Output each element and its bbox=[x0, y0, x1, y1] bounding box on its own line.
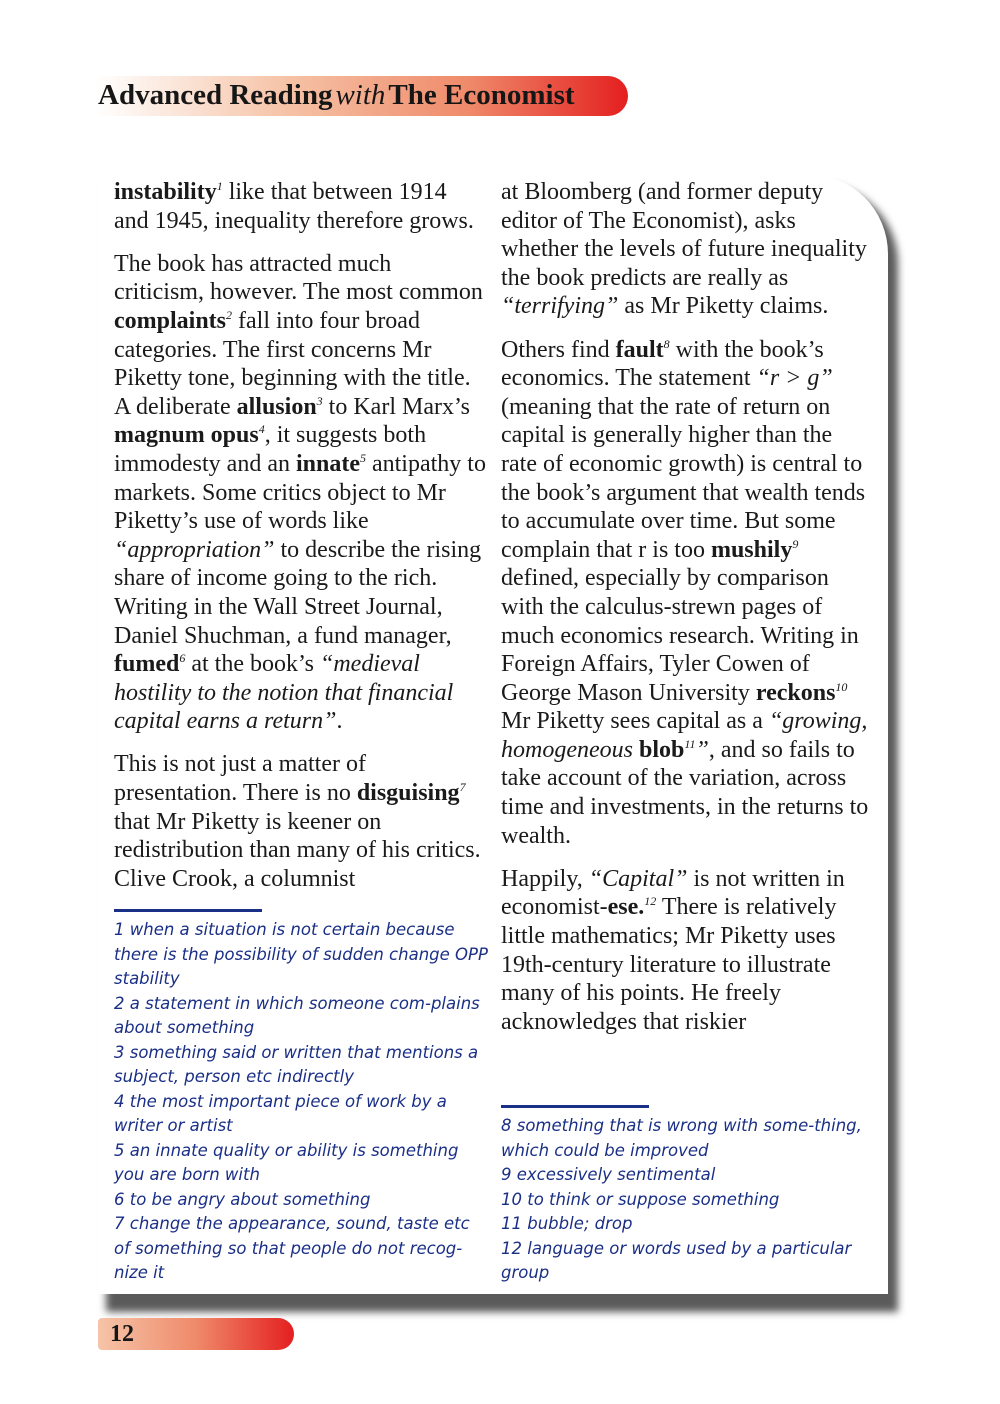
footnote-item: 1 when a situation is not certain because there is the possibility of sudden change OPP stability bbox=[114, 920, 488, 988]
text-run: that Mr Piketty is keener on redistribution than many of his critics. Clive Crook, a columnist bbox=[114, 808, 481, 892]
footnote-item: 2 a statement in which someone com-plains about something bbox=[114, 993, 480, 1037]
header-title-with: with bbox=[335, 79, 386, 111]
text-run: (meaning that the rate of return on capital is generally higher than the rate of economic growth) is central to the book’s argument that wealth tends to accumulate over time. But some complain that r is too bbox=[501, 393, 866, 563]
vocab-term: mushily bbox=[710, 536, 793, 563]
header-title-part1: Advanced Reading bbox=[98, 79, 333, 111]
text-run: to describe the rising share of income going to the rich. Writing in the Wall Street Journal, Daniel Shuchman, a fund manager, bbox=[114, 536, 482, 649]
footnote-ref: 1 bbox=[216, 179, 223, 193]
footnote-item: 9 excessively sentimental bbox=[501, 1165, 716, 1184]
text-run: with the book’s economics. The statement bbox=[501, 336, 824, 392]
footnote-ref: 7 bbox=[459, 780, 466, 795]
footnotes-right bbox=[501, 1114, 871, 1286]
text-run: defined, especially by comparison with the calculus-strewn pages of much economics research. Writing in Foreign Affairs, Tyler Cowen of George Mason University bbox=[501, 565, 859, 706]
text-run: The book has attracted much criticism, however. The most common bbox=[114, 250, 483, 306]
text-run: , it suggests both immodesty and an bbox=[114, 422, 427, 477]
paragraph bbox=[501, 336, 873, 851]
footnote-divider bbox=[114, 909, 262, 912]
vocab-term: allusion bbox=[236, 393, 317, 420]
quoted-text: ” bbox=[695, 736, 709, 763]
footnote-ref: 3 bbox=[316, 393, 323, 408]
text-run: fall into four broad categories. The first concerns Mr Piketty tone, beginning with the title. A deliberate bbox=[114, 307, 471, 420]
quoted-text: “medieval hostility to the notion that financial capital earns a return” bbox=[114, 651, 454, 735]
footnote-item: 4 the most important piece of work by a writer or artist bbox=[114, 1091, 447, 1135]
footnote-ref: 6 bbox=[179, 651, 186, 666]
vocab-term: ese. bbox=[607, 894, 645, 921]
paragraph bbox=[501, 865, 873, 1037]
footnote-item: 10 to think or suppose something bbox=[501, 1189, 780, 1209]
paragraph bbox=[501, 178, 873, 321]
article-column-left bbox=[114, 178, 486, 908]
vocab-term: fumed bbox=[114, 651, 180, 678]
vocab-term: reckons bbox=[755, 679, 836, 706]
footnote-ref: 12 bbox=[644, 894, 657, 909]
page-number: 12 bbox=[110, 1321, 134, 1347]
article-column-right bbox=[501, 178, 873, 1051]
header-title-part2: The Economist bbox=[388, 79, 575, 111]
text-run: This is not just a matter of presentation. There is no bbox=[114, 751, 366, 807]
footnote-ref: 9 bbox=[792, 536, 799, 551]
paragraph bbox=[114, 250, 486, 736]
footnote-item: 5 an innate quality or ability is something you are born with bbox=[114, 1140, 459, 1184]
vocab-term: instability bbox=[114, 179, 217, 205]
text-run: is not written in economist- bbox=[501, 865, 845, 921]
vocab-term: magnum opus bbox=[114, 422, 259, 449]
quoted-text: “terrifying” bbox=[501, 293, 619, 320]
text-run: Others find bbox=[501, 336, 616, 363]
vocab-term: fault bbox=[615, 336, 664, 363]
vocab-term: disguising bbox=[356, 780, 460, 807]
footnote-ref: 8 bbox=[663, 336, 670, 351]
vocab-term: complaints bbox=[114, 307, 227, 334]
footnote-item: 7 change the appearance, sound, taste etc of something so that people do not recog-nize it bbox=[114, 1214, 470, 1282]
quoted-text: “appropriation” bbox=[114, 536, 275, 563]
footnote-ref: 4 bbox=[258, 422, 265, 437]
quoted-text: “r > g” bbox=[756, 365, 833, 392]
text-run: , and so fails to take account of the variation, across time and investments, in the returns to wealth. bbox=[501, 736, 869, 849]
footnote-item: 6 to be angry about something bbox=[114, 1189, 371, 1209]
text-run: to Karl Marx’s bbox=[322, 393, 470, 420]
paragraph bbox=[114, 178, 486, 235]
footnote-item: 11 bubble; drop bbox=[501, 1214, 633, 1233]
text-run: . bbox=[336, 708, 343, 735]
footnote-ref: 10 bbox=[835, 679, 848, 694]
text-run: There is relatively little mathematics; Mr Piketty uses 19th-century literature to illustrate many of his points. He freely acknowledges that riskier bbox=[501, 894, 837, 1035]
footnotes-left bbox=[114, 918, 489, 1286]
text-run: Happily, bbox=[501, 865, 589, 892]
text-run: at Bloomberg (and former deputy editor of The Economist), asks whether the levels of future inequality the book predicts are really as bbox=[501, 179, 867, 291]
text-run: at the book’s bbox=[185, 651, 320, 678]
text-run: antipathy to markets. Some critics object to Mr Piketty’s use of words like bbox=[114, 450, 486, 535]
text-run: Mr Piketty sees capital as a bbox=[501, 708, 769, 735]
paragraph bbox=[114, 750, 486, 893]
footnote-item: 12 language or words used by a particular group bbox=[501, 1238, 852, 1282]
text-run: as Mr Piketty claims. bbox=[618, 293, 829, 320]
quoted-text: “Capital” bbox=[588, 865, 688, 892]
quoted-text: “growing, homogeneous bbox=[501, 708, 868, 763]
footnote-item: 3 something said or written that mentions a subject, person etc indirectly bbox=[114, 1042, 479, 1086]
footnote-item: 8 something that is wrong with some-thing, which could be improved bbox=[501, 1116, 862, 1160]
text-run: like that between 1914 and 1945, inequality therefore grows. bbox=[114, 179, 474, 234]
footnote-ref: 5 bbox=[359, 450, 366, 465]
page-header-title bbox=[98, 77, 575, 113]
footnote-ref: 2 bbox=[226, 307, 233, 322]
vocab-term: blob bbox=[638, 736, 685, 763]
footnote-divider bbox=[501, 1105, 649, 1108]
vocab-term: innate bbox=[295, 450, 360, 477]
footnote-ref: 11 bbox=[684, 736, 696, 751]
